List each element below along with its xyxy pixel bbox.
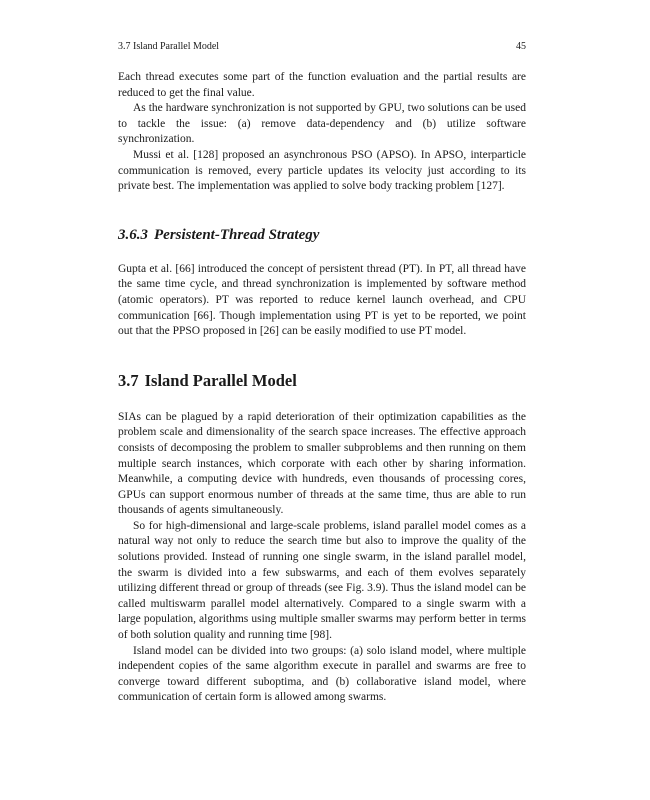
paragraph: SIAs can be plagued by a rapid deterioration of their optimization capabilities as the problem scale and dimensionality of the search space increases. The effective approach consists of decomposing the problem to smaller subproblems and then running on them multiple search instances, which corporate with each other by sharing information. Meanwhile, a computing device with hundreds, even thousands of processing cores, GPUs can support enormous number of threads at the same time, thus are able to run thousands of agents simultaneously. [118, 410, 526, 517]
running-head [118, 40, 526, 54]
page-number: 45 [516, 41, 526, 52]
section-title: Island Parallel Model [144, 370, 297, 390]
subsection-title: Persistent-Thread Strategy [154, 226, 320, 243]
running-head-section: 3.7 Island Parallel Model [118, 41, 220, 52]
section-number: 3.7 [118, 370, 139, 390]
subsection-heading [118, 226, 526, 244]
paragraph: Each thread executes some part of the function evaluation and the partial results are reduced to get the final value. [118, 71, 526, 99]
paragraph: Island model can be divided into two groups: (a) solo island model, where multiple independent copies of the same algorithm execute in parallel and swarms are free to converge toward different suboptima, and (b) collaborative island model, where communication of certain form is allowed among swarms. [118, 644, 526, 704]
paragraph: Mussi et al. [128] proposed an asynchronous PSO (APSO). In APSO, interparticle communication is removed, every particle updates its velocity just according to its private best. The implementation was applied to solve body tracking problem [127]. [118, 148, 526, 193]
page [118, 40, 526, 706]
paragraph: Gupta et al. [66] introduced the concept of persistent thread (PT). In PT, all thread have the same time cycle, and thread synchronization is implemented by software method (atomic operators). PT was reported to reduce kernel launch overhead, and CPU communication [66]. Though implementation using PT is yet to be reported, we point out that the PPSO proposed in [26] can be easily modified to use PT model. [118, 262, 526, 338]
paragraph: So for high-dimensional and large-scale problems, island parallel model comes as a natural way not only to reduce the search time but also to improve the quality of the solutions provided. Instead of running one single swarm, in the island parallel model, the swarm is divided into a few subswarms, and each of them evolves separately utilizing different thread or group of threads (see Fig. 3.9). Thus the island model can be called multiswarm parallel model alternatively. Compared to a single swarm with a large population, algorithms using multiple smaller swarms may perform better in terms of both solution quality and running time [98]. [118, 519, 526, 642]
section-heading [118, 371, 526, 391]
paragraph: As the hardware synchronization is not supported by GPU, two solutions can be used to tackle the issue: (a) remove data-dependency and (b) utilize software synchronization. [118, 102, 526, 146]
subsection-number: 3.6.3 [118, 226, 148, 243]
